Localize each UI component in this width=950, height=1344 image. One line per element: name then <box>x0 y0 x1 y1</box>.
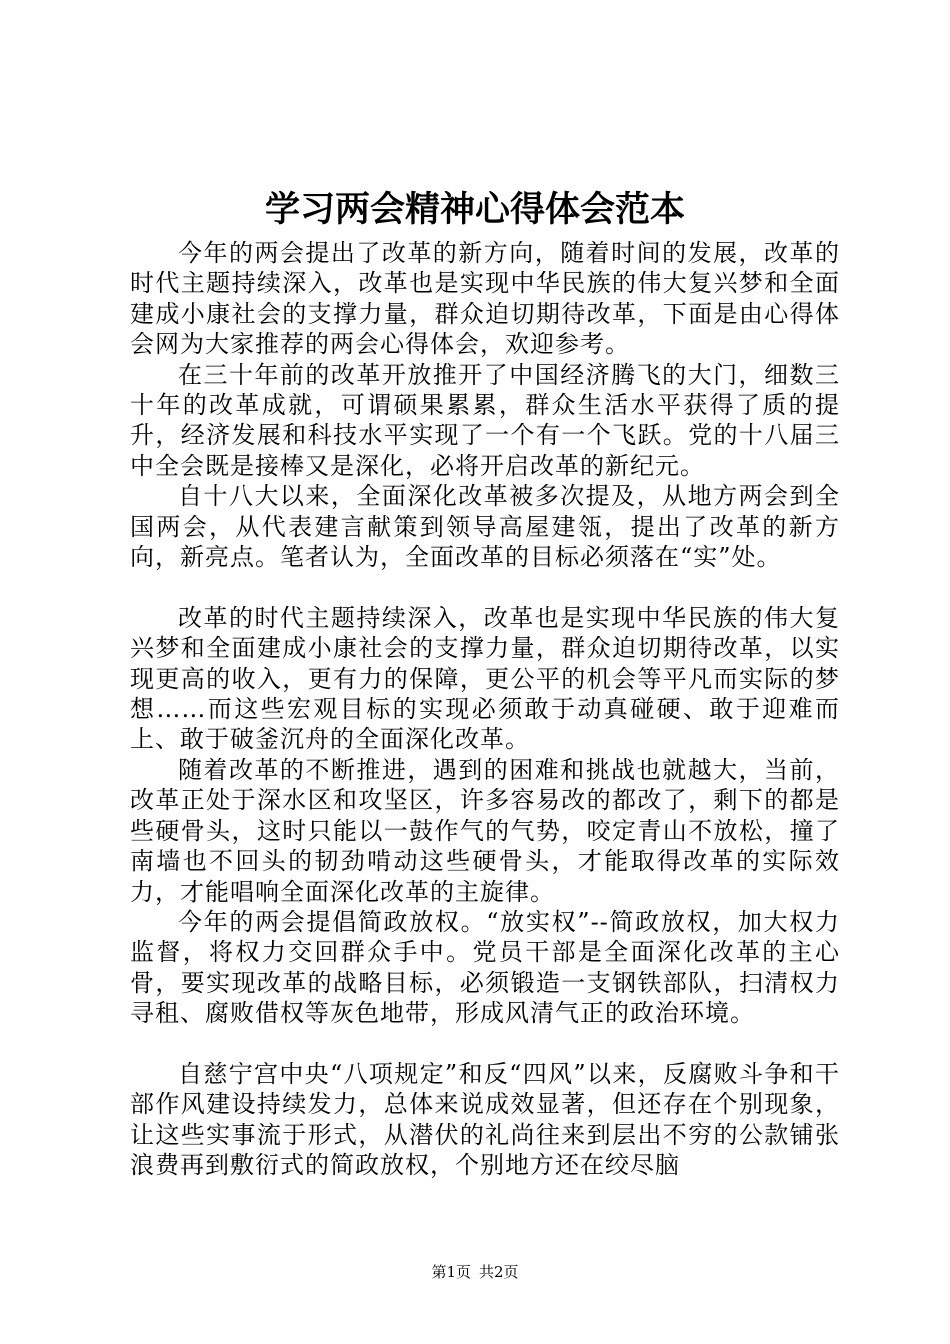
paragraph: 随着改革的不断推进，遇到的困难和挑战也就越大，当前，改革正处于深水区和攻坚区，许多容易改的都改了，剩下的都是些硬骨头，这时只能以一鼓作气的气势，咬定青山不放松，撞了南墙也不回头的韧劲啃动这些硬骨头，才能取得改革的实际效力，才能唱响全面深化改革的主旋律。 <box>130 755 840 906</box>
page-title: 学习两会精神心得体会范本 <box>264 189 685 230</box>
paragraph: 自十八大以来，全面深化改革被多次提及，从地方两会到全国两会，从代表建言献策到领导高屋建瓴，提出了改革的新方向，新亮点。笔者认为，全面改革的目标必须落在“实”处。 <box>130 482 840 572</box>
paragraph: 今年的两会提倡简政放权。“放实权”--简政放权，加大权力监督，将权力交回群众手中。党员干部是全面深化改革的主心骨，要实现改革的战略目标，必须锻造一支钢铁部队，扫清权力寻租、腐败借权等灰色地带，形成风清气正的政治环境。 <box>130 907 840 1028</box>
page-number: 第1页 <box>431 1263 471 1281</box>
paragraph: 改革的时代主题持续深入，改革也是实现中华民族的伟大复兴梦和全面建成小康社会的支撑力量，群众迫切期待改革，以实现更高的收入，更有力的保障，更公平的机会等平凡而实际的梦想……而这些宏观目标的实现必须敢于动真碰硬、敢于迎难而上、敢于破釜沉舟的全面深化改革。 <box>130 603 840 754</box>
paragraph: 自慈宁宫中央“八项规定”和反“四风”以来，反腐败斗争和干部作风建设持续发力，总体来说成效显著，但还存在个别现象，让这些实事流于形式，从潜伏的礼尚往来到层出不穷的公款铺张浪费再到敷衍式的简政放权，个别地方还在绞尽脑 <box>130 1059 840 1180</box>
paragraph: 今年的两会提出了改革的新方向，随着时间的发展，改革的时代主题持续深入，改革也是实现中华民族的伟大复兴梦和全面建成小康社会的支撑力量，群众迫切期待改革，下面是由心得体会网为大家推荐的两会心得体会，欢迎参考。 <box>130 239 840 359</box>
paragraph: 在三十年前的改革开放推开了中国经济腾飞的大门，细数三十年的改革成就，可谓硕果累累，群众生活水平获得了质的提升，经济发展和科技水平实现了一个有一个飞跃。党的十八届三中全会既是接棒又是深化，必将开启改革的新纪元。 <box>130 360 840 480</box>
document-body <box>130 238 840 1181</box>
page-footer <box>0 1262 950 1282</box>
page-total: 共2页 <box>479 1263 519 1281</box>
